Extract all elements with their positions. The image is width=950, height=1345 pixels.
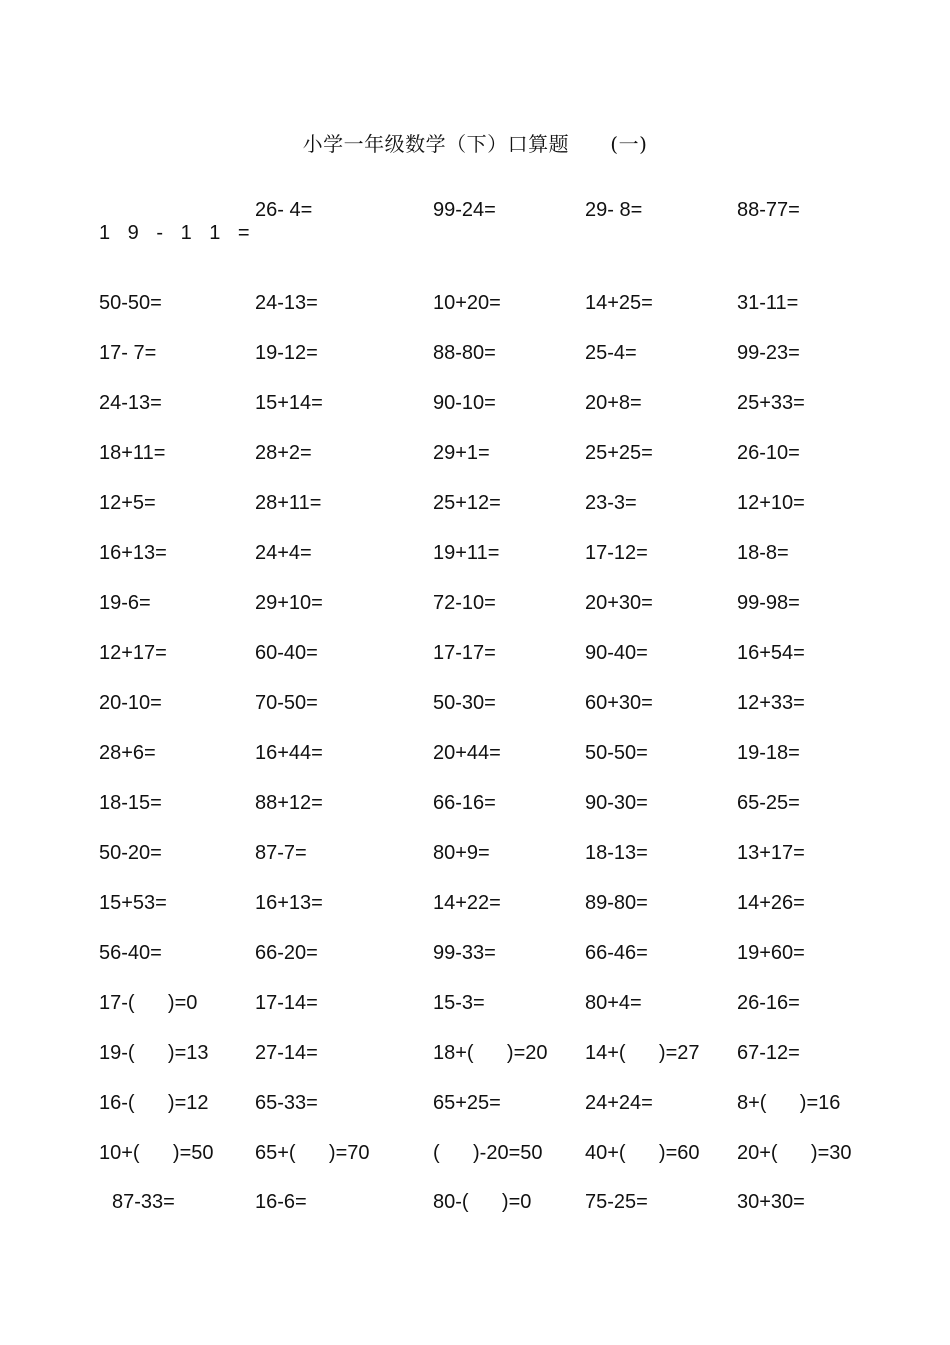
problem-r19-c5: 20+( )=30 [737,1142,852,1164]
problem-r12-c3: 66-16= [433,792,496,814]
problem-r7-c3: 19+11= [433,542,500,564]
problem-r6-c5: 12+10= [737,492,805,514]
problem-r18-c1: 16-( )=12 [99,1092,209,1114]
problem-r11-c5: 19-18= [737,742,800,764]
problem-r1-c1: 1 9 - 1 1 = [99,222,256,244]
problem-r20-c3: 80-( )=0 [433,1191,532,1213]
problem-r8-c1: 19-6= [99,592,151,614]
problem-r14-c3: 14+22= [433,892,501,914]
problem-r17-c2: 27-14= [255,1042,318,1064]
problem-r16-c5: 26-16= [737,992,800,1014]
problem-r20-c5: 30+30= [737,1191,805,1213]
problem-r6-c3: 25+12= [433,492,501,514]
problem-r16-c4: 80+4= [585,992,642,1014]
problem-r10-c1: 20-10= [99,692,162,714]
problem-r1-c4: 29- 8= [585,199,643,221]
problem-r1-c5: 88-77= [737,199,800,221]
problem-r3-c2: 19-12= [255,342,318,364]
problem-r15-c5: 19+60= [737,942,805,964]
problem-r14-c5: 14+26= [737,892,805,914]
problem-r11-c2: 16+44= [255,742,323,764]
problem-r15-c3: 99-33= [433,942,496,964]
problem-r8-c4: 20+30= [585,592,653,614]
problem-r18-c2: 65-33= [255,1092,318,1114]
problem-r13-c2: 87-7= [255,842,307,864]
problem-r7-c1: 16+13= [99,542,167,564]
problem-r14-c2: 16+13= [255,892,323,914]
problem-r3-c4: 25-4= [585,342,637,364]
problem-r20-c1: 87-33= [112,1191,175,1213]
problem-r12-c4: 90-30= [585,792,648,814]
problem-r10-c2: 70-50= [255,692,318,714]
problem-r2-c1: 50-50= [99,292,162,314]
problem-r19-c3: ( )-20=50 [433,1142,543,1164]
problem-r15-c2: 66-20= [255,942,318,964]
problem-r6-c2: 28+11= [255,492,322,514]
problem-r7-c2: 24+4= [255,542,312,564]
problem-r7-c4: 17-12= [585,542,648,564]
problem-r4-c4: 20+8= [585,392,642,414]
problem-r13-c1: 50-20= [99,842,162,864]
problem-r12-c5: 65-25= [737,792,800,814]
problem-r14-c1: 15+53= [99,892,167,914]
problem-r1-c2: 26- 4= [255,199,313,221]
problem-r18-c3: 65+25= [433,1092,501,1114]
problem-r18-c4: 24+24= [585,1092,653,1114]
problem-r19-c4: 40+( )=60 [585,1142,700,1164]
problem-r5-c3: 29+1= [433,442,490,464]
problem-r19-c2: 65+( )=70 [255,1142,370,1164]
problem-r13-c5: 13+17= [737,842,805,864]
problem-r1-c3: 99-24= [433,199,496,221]
problem-r4-c3: 90-10= [433,392,496,414]
problem-r12-c1: 18-15= [99,792,162,814]
problem-r13-c4: 18-13= [585,842,648,864]
problem-r4-c1: 24-13= [99,392,162,414]
problem-r17-c1: 19-( )=13 [99,1042,209,1064]
problem-r15-c1: 56-40= [99,942,162,964]
problem-r9-c4: 90-40= [585,642,648,664]
problem-r2-c3: 10+20= [433,292,501,314]
problem-r19-c1: 10+( )=50 [99,1142,214,1164]
problem-r4-c2: 15+14= [255,392,323,414]
problem-r10-c3: 50-30= [433,692,496,714]
problem-r10-c4: 60+30= [585,692,653,714]
problem-r8-c2: 29+10= [255,592,323,614]
problem-r5-c5: 26-10= [737,442,800,464]
problem-r11-c1: 28+6= [99,742,156,764]
problem-r17-c5: 67-12= [737,1042,800,1064]
problem-r7-c5: 18-8= [737,542,789,564]
problem-r3-c1: 17- 7= [99,342,157,364]
problem-r6-c4: 23-3= [585,492,637,514]
problem-r16-c2: 17-14= [255,992,318,1014]
problem-r9-c1: 12+17= [99,642,167,664]
problem-r9-c5: 16+54= [737,642,805,664]
problem-r16-c1: 17-( )=0 [99,992,198,1014]
problem-r8-c3: 72-10= [433,592,496,614]
problem-r4-c5: 25+33= [737,392,805,414]
problem-r9-c3: 17-17= [433,642,496,664]
problem-r2-c5: 31-11= [737,292,799,314]
problem-r13-c3: 80+9= [433,842,490,864]
problem-r17-c3: 18+( )=20 [433,1042,548,1064]
problem-r3-c3: 88-80= [433,342,496,364]
problem-r17-c4: 14+( )=27 [585,1042,700,1064]
problem-r15-c4: 66-46= [585,942,648,964]
problem-r2-c2: 24-13= [255,292,318,314]
problem-r8-c5: 99-98= [737,592,800,614]
problem-r12-c2: 88+12= [255,792,323,814]
problem-r20-c2: 16-6= [255,1191,307,1213]
problem-r9-c2: 60-40= [255,642,318,664]
problem-r5-c2: 28+2= [255,442,312,464]
problem-r18-c5: 8+( )=16 [737,1092,841,1114]
problem-r10-c5: 12+33= [737,692,805,714]
problem-r5-c4: 25+25= [585,442,653,464]
worksheet-title: 小学一年级数学（下）口算题 (一) [302,132,648,156]
problem-r5-c1: 18+11= [99,442,166,464]
problem-r20-c4: 75-25= [585,1191,648,1213]
problem-r2-c4: 14+25= [585,292,653,314]
problem-r6-c1: 12+5= [99,492,156,514]
problem-r16-c3: 15-3= [433,992,485,1014]
problem-r3-c5: 99-23= [737,342,800,364]
problem-r11-c3: 20+44= [433,742,501,764]
problem-r11-c4: 50-50= [585,742,648,764]
problem-r14-c4: 89-80= [585,892,648,914]
